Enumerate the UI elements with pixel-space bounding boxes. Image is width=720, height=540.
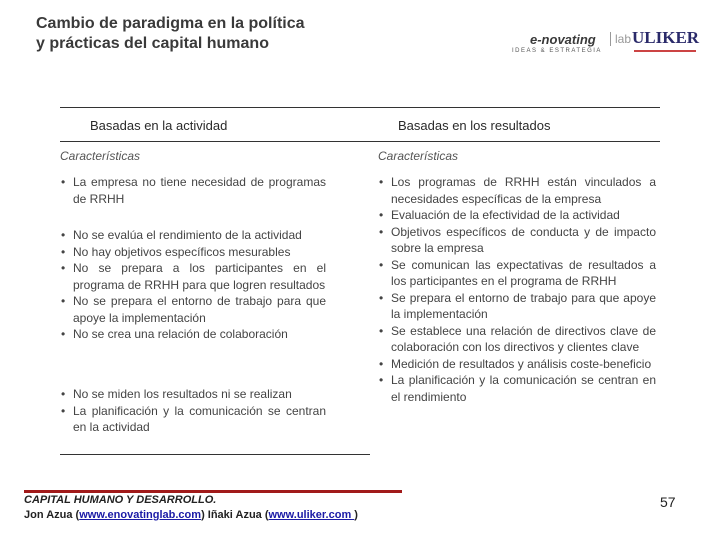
credits-suffix: ) [354,509,358,521]
title-line-1: Cambio de paradigma en la política [36,15,305,32]
right-subheading: Características [378,149,459,163]
left-list-group-2 [60,227,326,343]
table-bottom-rule [60,454,370,455]
left-subheading: Características [60,149,141,163]
list-item: • No se prepara a los participantes en el programa de RRHH para que logren resultados [60,260,326,293]
footer-title: CAPITAL HUMANO Y DESARROLLO. [24,494,217,506]
list-item: • Objetivos específicos de conducta y de impacto sobre la empresa [378,224,656,257]
list-item: • No se evalúa el rendimiento de la actividad [60,227,326,244]
left-list-group-3 [60,386,326,436]
list-item: • Se prepara el entorno de trabajo para que apoye la implementación [378,290,656,323]
left-column-heading: Basadas en la actividad [90,118,228,133]
page-number: 57 [660,494,676,510]
credits-prefix: Jon Azua ( [24,509,80,521]
left-list-group-1 [60,174,326,207]
list-item: • Medición de resultados y análisis coste-beneficio [378,356,656,373]
uliker-name: ULIKER [632,28,700,47]
slide-title [36,14,376,54]
uliker-link[interactable]: www.uliker.com [268,509,355,521]
enovating-lab: lab [610,32,631,46]
list-item: • La empresa no tiene necesidad de programas de RRHH [60,174,326,207]
right-list [378,174,656,405]
list-item: • No se crea una relación de colaboración [60,326,326,343]
footer-credits [24,509,358,521]
enovatinglab-link[interactable]: www.enovatinglab.com [79,509,202,521]
table-header-rule [60,141,660,142]
list-item: • Se establece una relación de directivos clave de colaboración con los directivos y clientes clave [378,323,656,356]
list-item: • Evaluación de la efectividad de la actividad [378,207,656,224]
footer-accent-rule [24,490,402,493]
list-item: • La planificación y la comunicación se centran en el rendimiento [378,372,656,405]
right-column-heading: Basadas en los resultados [398,118,551,133]
list-item: • Los programas de RRHH están vinculados a necesidades específicas de la empresa [378,174,656,207]
enovating-brand: e-novating [530,32,596,47]
table-top-rule [60,107,660,108]
uliker-underline [634,50,696,52]
enovating-tagline: IDEAS & ESTRATEGIA [512,48,602,54]
uliker-logo [632,28,702,58]
list-item: • No se prepara el entorno de trabajo para que apoye la implementación [60,293,326,326]
credits-middle: ) Iñaki Azua ( [201,509,269,521]
title-line-2: y prácticas del capital humano [36,35,269,52]
list-item: • No hay objetivos específicos mesurables [60,244,326,261]
enovating-logo [512,32,632,62]
list-item: • La planificación y la comunicación se centran en la actividad [60,403,326,436]
list-item: • No se miden los resultados ni se realizan [60,386,326,403]
list-item: • Se comunican las expectativas de resultados a los participantes en el programa de RRHH [378,257,656,290]
